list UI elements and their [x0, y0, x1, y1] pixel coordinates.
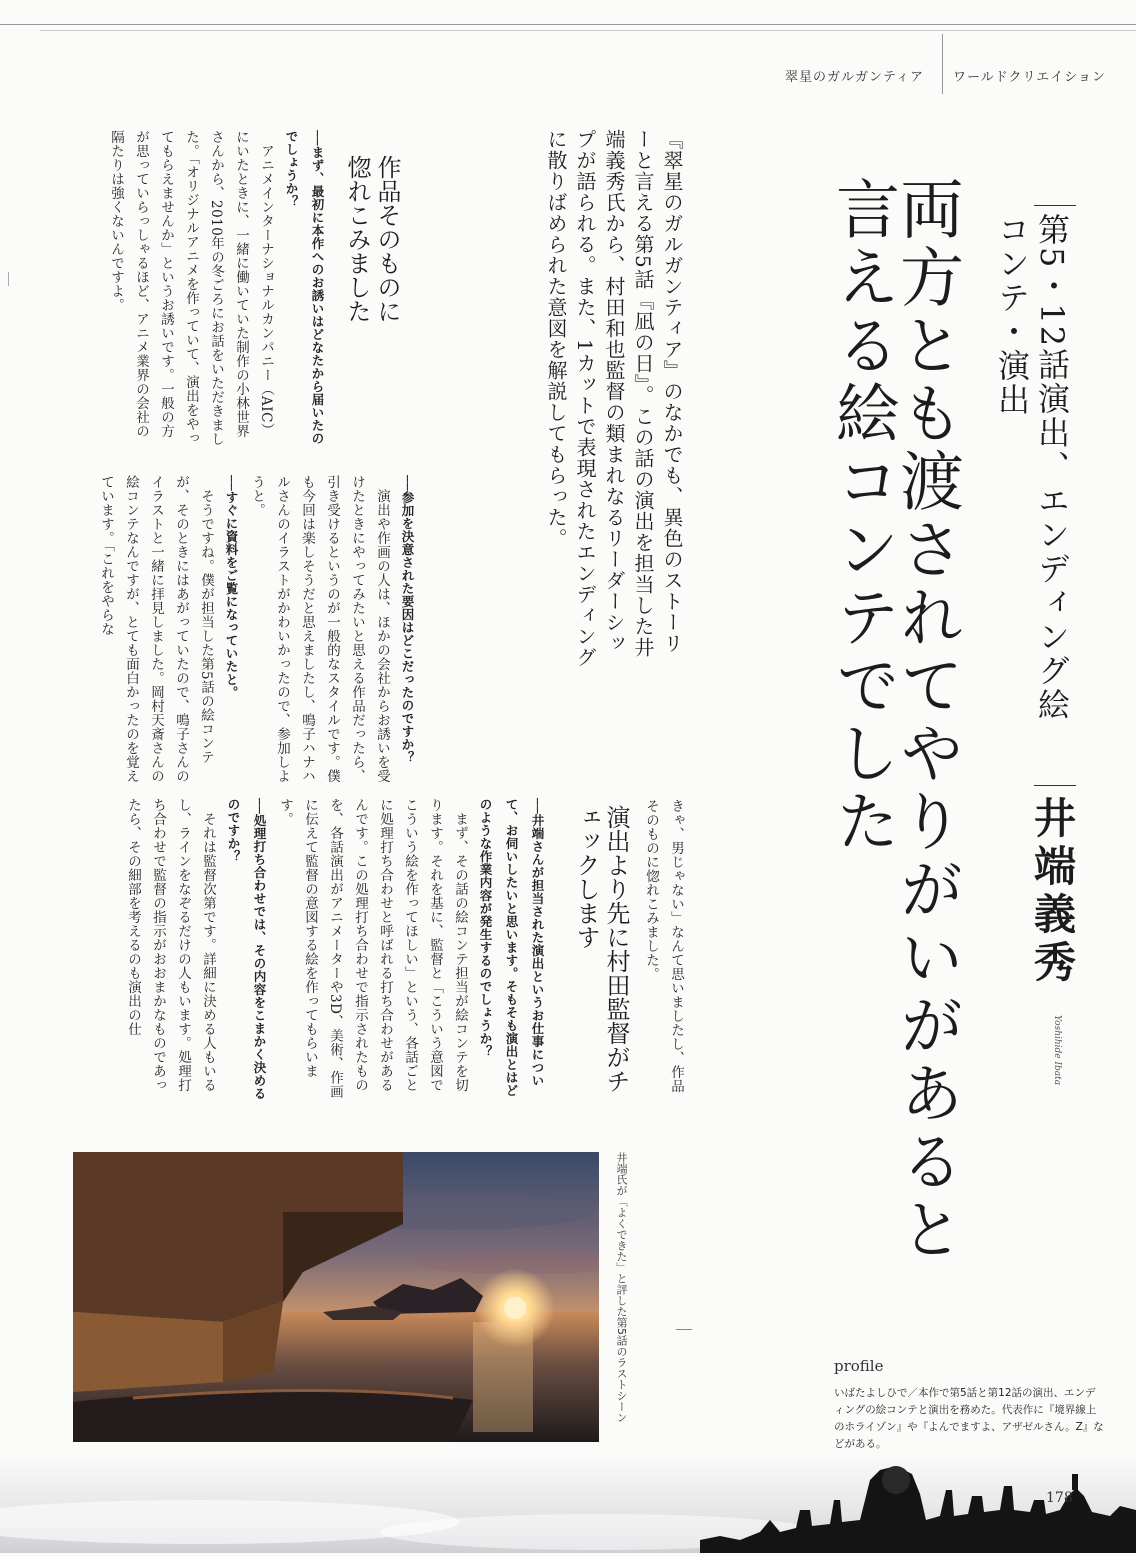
- header-divider: [942, 34, 943, 94]
- photo-caption: 井端氏が「よくできた」と評した第5話のラストシーン: [615, 1152, 628, 1423]
- profile-text: いばたよしひで／本作で第5話と第12話の演出、エンディングの絵コンテと演出を務めた。代表作に『境界線上のホライゾン』や『よんでますよ、アザゼルさん。Z』などがある。: [834, 1387, 1104, 1450]
- subtitle-rule-bottom: [1034, 785, 1076, 786]
- crop-mark: [676, 1329, 692, 1330]
- interview-question: ──まず、最初に本作へのお誘いはどなたから届いたのでしょうか？: [284, 130, 325, 446]
- interview-answer: アニメインターナショナルカンパニー（AIC）にいたときに、一緒に働いていた制作の小林世界さんから、2010年の冬ごろにお話をいただきました。「オリジナルアニメを作っていて、演出をやってもらえませんか」というお誘いです。一般の方が思っていらっしゃるほど、アニメ業界の会社の隔たりは強くないんですよ。: [108, 130, 274, 447]
- interview-question: ──井端さんが担当された演出というお仕事について、お伺いしたいと思います。そもそも演出とはどのような作業内容が発生するのでしょうか？: [478, 798, 545, 1097]
- body-column-3: [70, 798, 550, 1103]
- profile-title: profile: [834, 1357, 884, 1375]
- interview-answer: きゃ、男じゃない」なんて思いましたし、作品そのものに惚れこみました。: [643, 799, 684, 1093]
- header-series-title: 翠星のガルガンティア: [785, 70, 924, 85]
- person-name: 井端義秀: [1028, 796, 1077, 988]
- person-name-roman: Yoshihide Ibata: [1052, 1015, 1062, 1086]
- subtitle-rule-top: [1034, 205, 1076, 206]
- article-subtitle: 第5・12話演出、エンディング絵コンテ・演出: [993, 213, 1071, 723]
- interview-question: ──すぐに資料をご覧になっていたと。: [224, 475, 239, 700]
- section-heading-1: 作品そのものに惚れこみました: [343, 155, 401, 323]
- section-heading-2: 演出より先に村田監督がチェックします: [572, 805, 630, 1093]
- body-column-2: [70, 475, 420, 785]
- article-lead: 『翠星のガルガンティア』のなかでも、異色のストーリーと言える第5話『凪の日』。この話の演出を担当した井端義秀氏から、村田和也監督の類まれなるリーダーシップが語られる。また、1カットで表現されたエンディングに散りばめられた意図を解説してもらった。: [544, 129, 684, 668]
- top-rule: [0, 24, 1136, 25]
- interview-answer: それは監督次第です。詳細に決める人もいるし、ラインをなぞるだけの人もいます。処理打ち合わせで監督の指示がおおまかなものであったら、その細部を考えるのも演出の仕: [125, 798, 216, 1092]
- header-section-title: ワールドクリエイション: [953, 70, 1106, 85]
- interview-question: ──参加を決意された要因はどこだったのですか？: [400, 475, 415, 765]
- interview-question: ──処理打ち合わせでは、その内容をこまかく決めるのですか？: [226, 798, 267, 1101]
- page-number: 178: [1046, 1490, 1073, 1506]
- interview-answer: そうですね。僕が担当した第5話の絵コンテが、そのときにはあがっていたので、鳴子さんのイラストと一緒に拝見しました。岡村天斎さんの絵コンテなんですが、とても面白かったのを覚えています。「これをやらな: [98, 475, 214, 783]
- scene-photo: [73, 1152, 599, 1442]
- margin-tick: [8, 272, 9, 286]
- article-title: 両方とも渡されてやりがいがあると言える絵コンテでした: [825, 176, 963, 1264]
- interview-answer: まず、その話の絵コンテ担当が絵コンテを切ります。それを基に、監督と「こういう意図でこういう絵を作ってほしい」という、各話ごとに処理打ち合わせと呼ばれる打ち合わせがあるんです。この処理打ち合わせで指示されたものを、各話演出がアニメーターや3D、美術、作画に伝えて監督の意図する絵を作ってもらいます。: [277, 798, 468, 1099]
- body-column-continuation: [638, 799, 688, 1104]
- interview-answer: 演出や作画の人は、ほかの会社からお誘いを受けたときにやってみたいと思える作品だったら、引き受けるというのが一般的なスタイルです。僕も今回は楽しそうだと思えましたし、鳴子ハナハルさんのイラストがかわいかったので、参加しようと。: [249, 475, 390, 783]
- body-column-1: [70, 130, 330, 448]
- top-rule-inner: [40, 30, 1136, 31]
